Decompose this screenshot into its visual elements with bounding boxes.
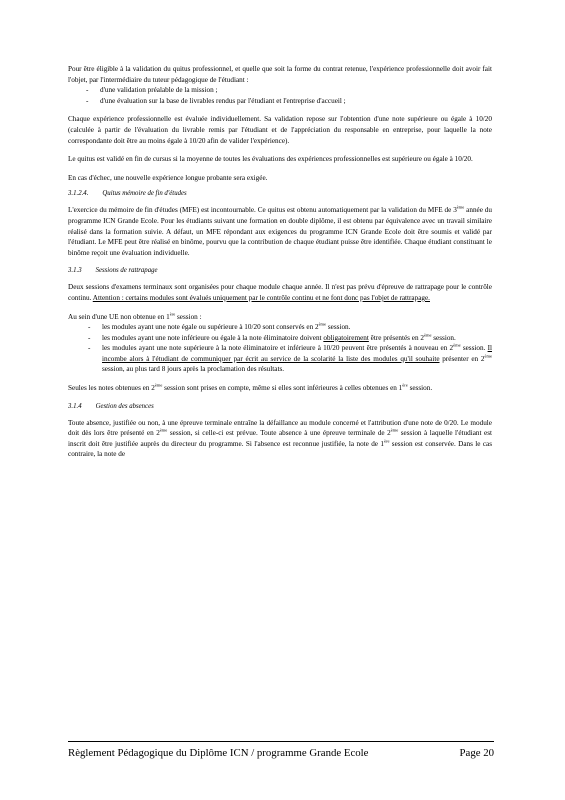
dash-marker: -	[88, 323, 91, 332]
list-item: - les modules ayant une note supérieure à la note éliminatoire et inférieure à 10/20 peuvent être présentés à nouveau en 2ème session. Il incombe alors à l'étudiant de communiquer par écrit au service de la scolarité la liste des modules qu'il souhaite présenter en 2ème session, au plus tard 8 jours après la proclamation des résultats.	[88, 342, 492, 374]
dash-marker: -	[88, 344, 91, 353]
page-number: Page 20	[459, 747, 494, 759]
footer-title: Règlement Pédagogique du Diplôme ICN / programme Grande Ecole	[68, 747, 369, 759]
failure-paragraph: En cas d'échec, une nouvelle expérience longue probante sera exigée.	[68, 173, 268, 182]
dash-marker: -	[86, 96, 89, 105]
sessions-paragraph: Deux sessions d'examens terminaux sont organisées pour chaque module chaque année. Il n'est pas prévu d'épreuve de rattrapage pour le contrôle continu. Attention : certains modules sont évalués uniquement par le contrôle continu et ne font donc pas l'objet de rattrapage.	[68, 283, 492, 302]
absences-paragraph: Toute absence, justifiée ou non, à une épreuve terminale entraîne la défaillance au module concerné et l'attribution d'une note de 0/20. Le module doit dès lors être présenté en 2ème session, si celle-ci est prévue. Toute absence à une épreuve terminale de 2ème session à laquelle l'étudiant est inscrit doit être justifiée auprès du directeur du programme. Si l'absence est reconnue justifiée, la note de 1ère session est conservée. Dans le cas contraire, la note de	[68, 418, 493, 459]
ue-intro: Au sein d'une UE non obtenue en 1ère session :	[68, 311, 202, 321]
list-item: - d'une validation préalable de la mission ;	[86, 86, 218, 95]
evaluation-paragraph: Chaque expérience professionnelle est évaluée individuellement. Sa validation repose sur l'obtention d'une note supérieure ou égale à 10/20 (calculée à partir de l'évaluation du livrable remis par l'étudiant et de l'appréciation du responsable en entreprise, pour laquelle la note correspondante doit être au moins égale à 10/20 afin de valider l'expérience).	[68, 115, 492, 145]
section-heading-rattrapage: 3.1.3 Sessions de rattrapage	[68, 267, 158, 275]
section-heading-mfe: 3.1.2.4. Quitus mémoire de fin d'études	[68, 190, 187, 198]
mfe-paragraph: L'exercice du mémoire de fin d'études (MFE) est incontournable. Ce quitus est obtenu automatiquement par la validation du MFE de 3ème année du programme ICN Grande Ecole. Pour les étudiants suivant une formation en double diplôme, il est obtenu par équivalence avec un travail similaire réalisé dans la formation suivie. A défaut, un MFE répondant aux exigences du programme ICN Grande Ecole doit être soumis et validé par l'étudiant. Le MFE peut être réalisé en binôme, pourvu que la contribution de chaque étudiant puisse être identifiée. Chaque étudiant constituant le binôme reçoit une évaluation individuelle.	[68, 204, 492, 257]
document-body	[68, 64, 492, 460]
dash-marker: -	[86, 86, 89, 95]
list-item: - les modules ayant une note inférieure ou égale à la note éliminatoire doivent obligatoirement être présentés en 2ème session.	[88, 332, 456, 342]
list-item: - d'une évaluation sur la base de livrables rendus par l'étudiant et l'entreprise d'accueil ;	[86, 96, 346, 105]
quitus-paragraph: Le quitus est validé en fin de cursus si la moyenne de toutes les évaluations des expériences professionnelles est supérieure ou égale à 10/20.	[68, 155, 473, 164]
list-item: - les modules ayant une note égale ou supérieure à 10/20 sont conservés en 2ème session.	[88, 321, 351, 332]
eligibility-paragraph: Pour être éligible à la validation du quitus professionnel, et quelle que soit la forme du contrat retenue, l'expérience professionnelle doit avoir fait l'objet, par l'intermédiaire du tuteur pédagogique de l'étudiant :	[68, 65, 492, 84]
dash-marker: -	[88, 333, 91, 342]
section-heading-absences: 3.1.4 Gestion des absences	[68, 402, 154, 410]
second-session-paragraph: Seules les notes obtenues en 2ème session sont prises en compte, même si elles sont inférieures à celles obtenues en 1ère session.	[68, 382, 433, 393]
page-footer	[68, 741, 494, 759]
eligibility-list	[68, 85, 492, 106]
ue-rules-list	[68, 322, 492, 375]
